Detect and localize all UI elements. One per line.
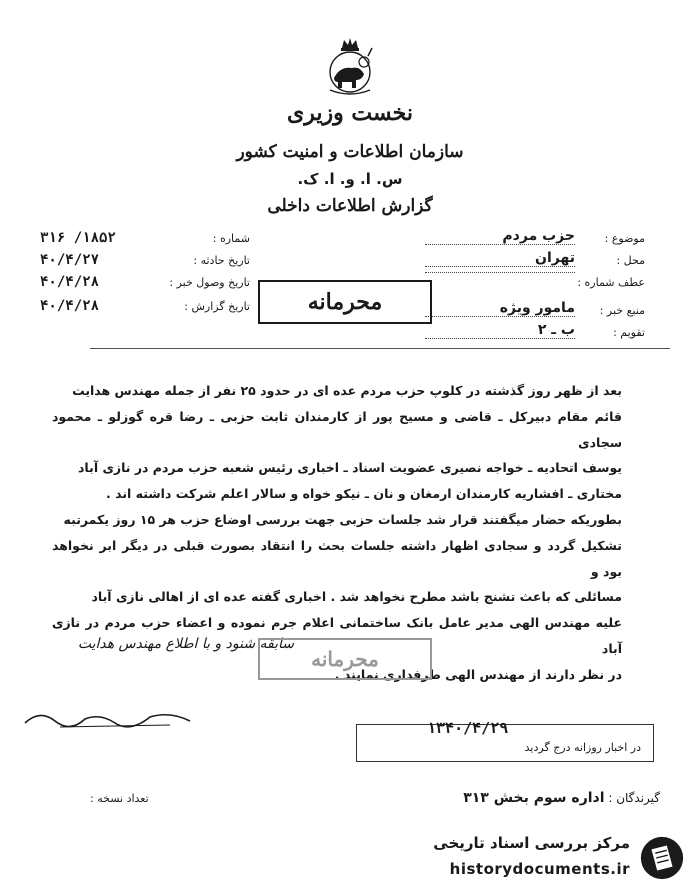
classification-stamp-faint: محرمانه: [258, 638, 432, 680]
signature-icon: [20, 705, 200, 731]
recipients-value: اداره سوم بخش ۳۱۳: [463, 790, 605, 806]
classification-stamp: محرمانه: [258, 280, 432, 324]
body-line: تشکیل گردد و سجادی اظهار داشته جلسات بحث را انتقاد بصورت قبلی در دیگر ابر نخواهد بود و: [52, 537, 622, 579]
field-source-label: منبع خبر :: [599, 304, 645, 317]
body-line: بطوریکه حضار میگفتند قرار شد جلسات حزبی جهت بررسی اوضاع حزب هر ۱۵ روز یکمرتبه: [63, 511, 622, 527]
meta-number-value: ۳۱۶ /۱۸۵۲: [40, 230, 116, 246]
recipients-label: گیرندگان :: [608, 791, 660, 805]
field-location: [425, 250, 645, 272]
divider: [90, 348, 670, 349]
field-evaluation: [425, 322, 645, 344]
field-evaluation-label: تقویم :: [613, 326, 645, 339]
field-subject-label: موضوع :: [604, 232, 645, 245]
handwritten-annotation: سابقه شنود و با اطلاع مهندس هدایت: [77, 636, 294, 652]
field-attachment-label: عطف شماره :: [577, 276, 645, 289]
header-code: س. ا. و. ا. ک.: [297, 170, 403, 188]
lion-and-sun-emblem-icon: [322, 36, 378, 98]
field-subject: [425, 228, 645, 250]
meta-report-date: [40, 298, 250, 320]
recipients: [220, 790, 660, 806]
meta-number-label: شماره :: [212, 232, 250, 245]
field-attachment-value: [425, 272, 575, 273]
meta-event-date-value: ۴۰/۴/۲۷: [40, 252, 100, 268]
header-organization: سازمان اطلاعات و امنیت کشور: [236, 142, 464, 162]
archive-label: در اخبار روزانه درج گردید: [524, 741, 641, 754]
watermark: [410, 830, 690, 886]
watermark-url: historydocuments.ir: [449, 860, 630, 878]
field-source: [425, 300, 645, 322]
field-source-value: مامور ویژه: [425, 300, 575, 317]
field-evaluation-value: ب ـ ۲: [425, 322, 575, 339]
copies-label: تعداد نسخه :: [90, 792, 149, 805]
header-report-type: گزارش اطلاعات داخلی: [267, 196, 433, 216]
meta-receipt-date-label: تاریخ وصول خبر :: [169, 276, 250, 289]
meta-report-date-label: تاریخ گزارش :: [184, 300, 250, 313]
meta-event-date: [40, 252, 250, 274]
watermark-title: مرکز بررسی اسناد تاریخی: [433, 834, 630, 852]
meta-number: [40, 230, 250, 252]
meta-receipt-date: [40, 274, 250, 296]
meta-receipt-date-value: ۴۰/۴/۲۸: [40, 274, 100, 290]
field-location-value: تهران: [425, 250, 575, 267]
body-line: قائم مقام دبیرکل ـ قاضی و مسیح پور از کارمندان ثابت حزبی ـ رضا قره گوزلو ـ محمود سجادی: [52, 408, 622, 450]
meta-event-date-label: تاریخ حادثه :: [193, 254, 250, 267]
field-attachment: [425, 272, 645, 294]
body-line: یوسف اتحادیه ـ خواجه نصیری عضویت اسناد ـ اخباری رئیس شعبه حزب مردم در نازی آباد: [78, 460, 622, 476]
archive-logo-icon: [638, 834, 686, 882]
body-line: مسائلی که باعث تشنج باشد مطرح نخواهد شد . اخباری گفته عده ای از اهالی نازی آباد: [91, 589, 622, 605]
meta-report-date-value: ۴۰/۴/۲۸: [40, 298, 100, 314]
body-line: در نظر دارند از مهندس الهی طرفداری نمایند .: [334, 666, 622, 682]
field-subject-value: حزب مردم: [425, 228, 575, 245]
body-line: مختاری ـ افشاریه کارمندان ارمغان و نان ـ نیکو خواه و سالار اعلم شرکت داشته اند .: [106, 486, 622, 502]
body-line: علیه مهندس الهی مدیر عامل بانک ساختمانی اعلام جرم نموده و اعضاء حزب مردم در نازی آباد: [52, 615, 622, 656]
field-location-label: محل :: [616, 254, 645, 267]
archive-number: ۱۳۴۰/۴/۲۹: [427, 719, 509, 737]
archive-box: [356, 719, 654, 762]
header-title: نخست وزیری: [287, 100, 413, 126]
body-line: بعد از ظهر روز گذشته در کلوپ حزب مردم عده ای در حدود ۲۵ نفر از جمله مهندس هدایت: [72, 383, 622, 398]
